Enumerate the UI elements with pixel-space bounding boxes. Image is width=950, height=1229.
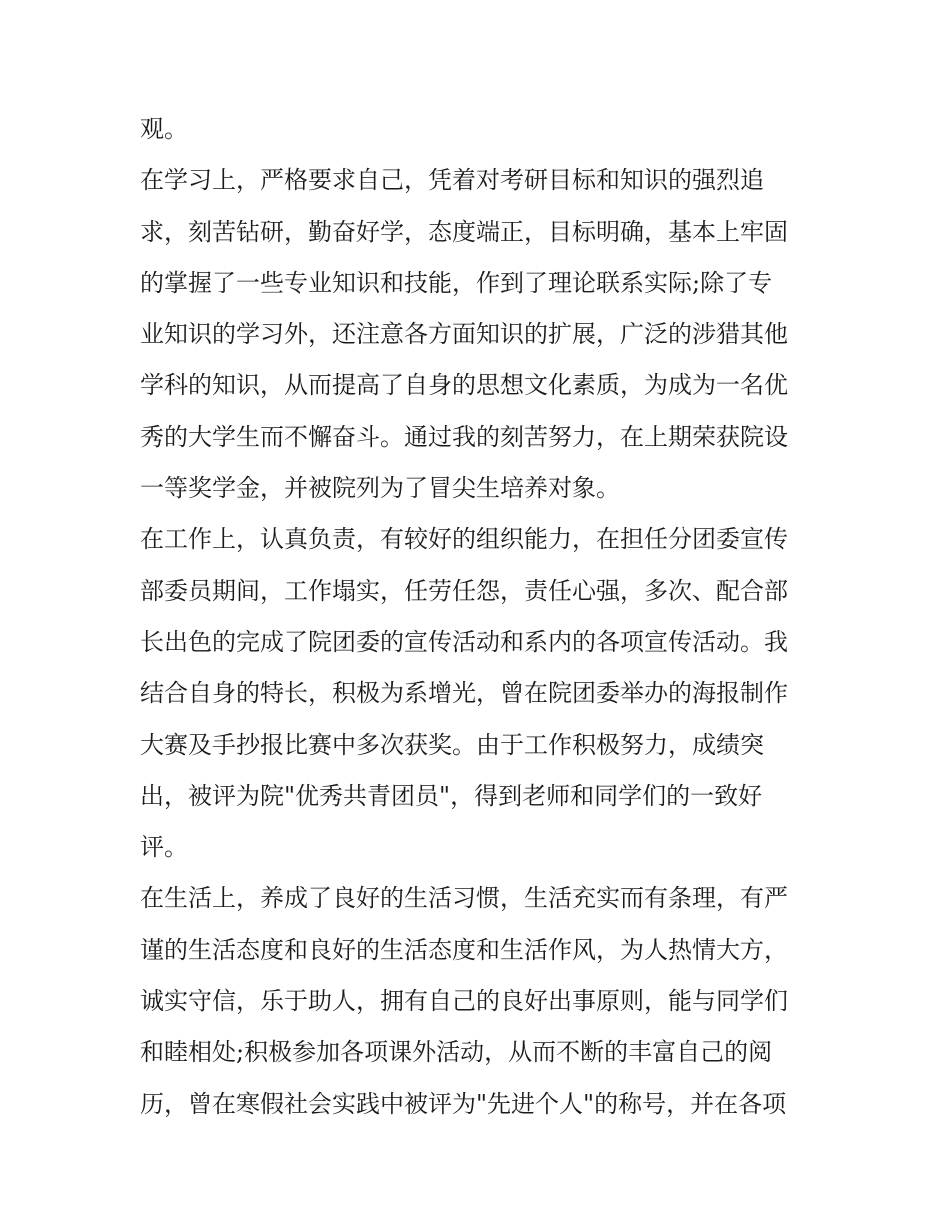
text-line: 在生活上，养成了良好的生活习惯，生活充实而有条理，有严 <box>140 884 788 913</box>
text-line: 结合自身的特长，积极为系增光，曾在院团委举办的海报制作 <box>140 679 788 708</box>
text-line: 和睦相处;积极参加各项课外活动，从而不断的丰富自己的阅 <box>140 1038 773 1067</box>
text-line: 的掌握了一些专业知识和技能，作到了理论联系实际;除了专 <box>140 268 773 297</box>
text-line: 学科的知识，从而提高了自身的思想文化素质，为成为一名优 <box>140 371 788 400</box>
text-line: 历，曾在寒假社会实践中被评为"先进个人"的称号，并在各项 <box>140 1089 787 1118</box>
text-line: 观。 <box>140 115 188 143</box>
text-line: 业知识的学习外，还注意各方面知识的扩展，广泛的涉猎其他 <box>140 320 788 349</box>
text-line: 诚实守信，乐于助人，拥有自己的良好出事原则，能与同学们 <box>140 987 788 1016</box>
document-body <box>140 104 820 1130</box>
text-line: 在学习上，严格要求自己，凭着对考研目标和知识的强烈追 <box>140 166 764 195</box>
text-line: 求，刻苦钻研，勤奋好学，态度端正，目标明确，基本上牢固 <box>140 217 788 246</box>
text-line: 谨的生活态度和良好的生活态度和生活作风，为人热情大方， <box>140 935 788 964</box>
text-line: 秀的大学生而不懈奋斗。通过我的刻苦努力，在上期荣获院设 <box>140 422 788 451</box>
text-line: 一等奖学金，并被院列为了冒尖生培养对象。 <box>140 474 620 503</box>
text-line: 大赛及手抄报比赛中多次获奖。由于工作积极努力，成绩突 <box>140 730 764 759</box>
text-line: 评。 <box>140 833 188 862</box>
text-line: 部委员期间，工作塌实，任劳任怨，责任心强，多次、配合部 <box>140 576 788 605</box>
text-line: 在工作上，认真负责，有较好的组织能力，在担任分团委宣传 <box>140 525 788 554</box>
text-line: 长出色的完成了院团委的宣传活动和系内的各项宣传活动。我 <box>140 627 788 656</box>
text-line: 出，被评为院"优秀共青团员"，得到老师和同学们的一致好 <box>140 781 763 810</box>
